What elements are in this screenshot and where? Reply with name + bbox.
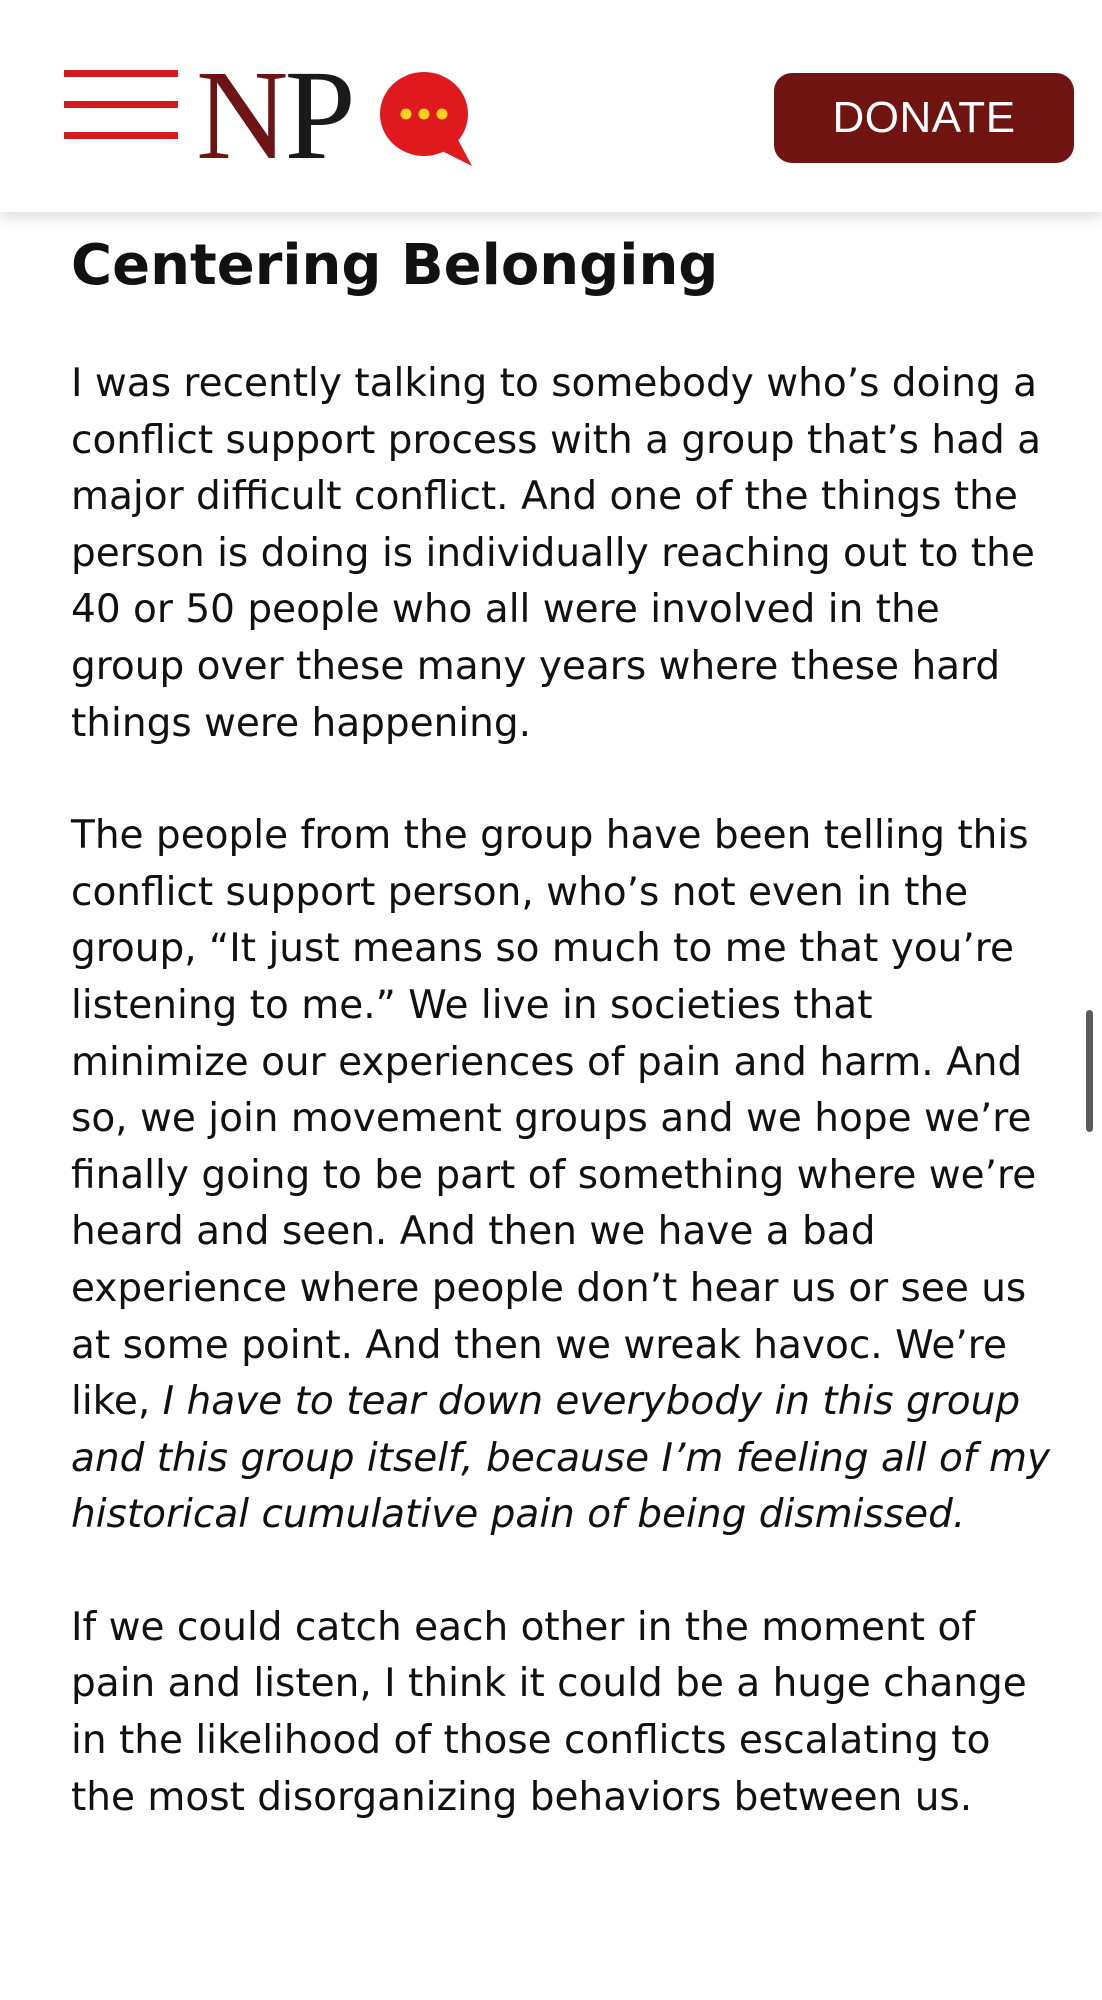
menu-bar-middle <box>64 101 178 108</box>
menu-bar-bottom <box>64 132 178 139</box>
paragraph-italic-text: I have to tear down everybody in this group and this group itself, because I’m feeling all of my historical cumulative pain of being dismissed. <box>71 1379 1051 1538</box>
paragraph-text: The people from the group have been telling this conflict support person, who’s not even in the group, “It just means so much to me that you’re listening to me.” We live in societies that minimize our experiences of pain and harm. And so, we join movement groups and we hope we’re finally going to be part of something where we’re heard and seen. And then we have a bad experience where people don’t hear us or see us at some point. And then we wreak havoc. We’re like, <box>71 813 1037 1425</box>
article-paragraph <box>71 808 1051 1544</box>
hamburger-menu-icon[interactable] <box>64 70 178 142</box>
article-body <box>71 220 1051 1826</box>
article-paragraph: If we could catch each other in the moment of pain and listen, I think it could be a huge change in the likelihood of those conflicts escalating to the most disorganizing behaviors between us. <box>71 1604 1027 1820</box>
article-paragraph: I was recently talking to somebody who’s doing a conflict support process with a group that’s had a major difficult conflict. And one of the things the person is doing is individually reaching out to the 40 or 50 people who all were involved in the group over these many years where these hard things were happening. <box>71 361 1042 746</box>
speech-bubble-icon <box>374 66 478 174</box>
site-header <box>0 0 1102 212</box>
menu-bar-top <box>64 70 178 77</box>
section-heading: Centering Belonging <box>71 233 719 298</box>
logo-letter-n: N <box>196 44 285 186</box>
logo-letter-p: P <box>284 44 352 186</box>
npq-logo[interactable] <box>196 44 486 186</box>
scrollbar-thumb[interactable] <box>1086 1010 1093 1132</box>
logo-wordmark <box>196 44 352 186</box>
donate-button[interactable]: DONATE <box>774 73 1074 163</box>
